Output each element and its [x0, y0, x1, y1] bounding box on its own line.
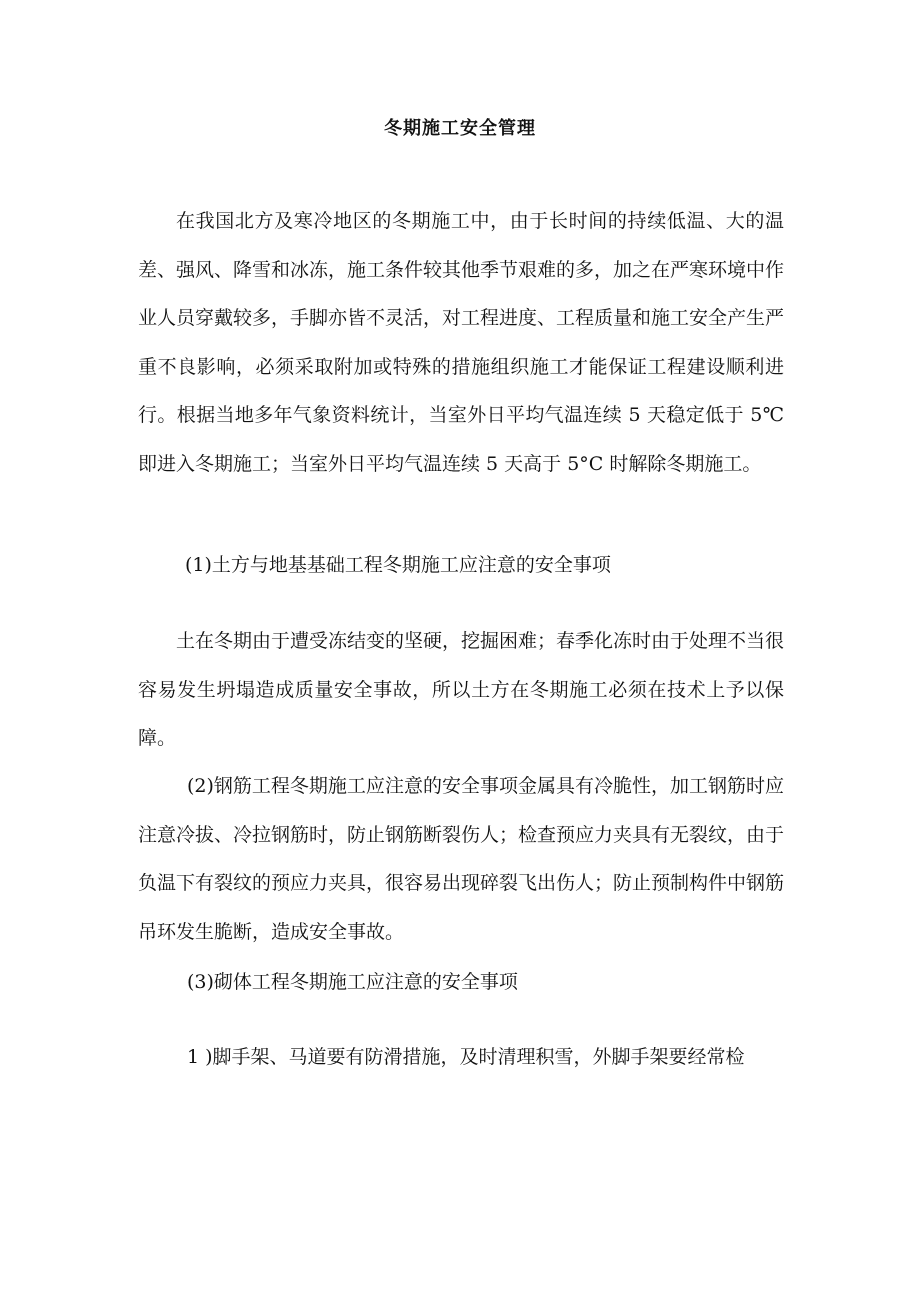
intro-paragraph: 在我国北方及寒冷地区的冬期施工中，由于长时间的持续低温、大的温差、强风、降雪和冰冻，施工条件较其他季节艰难的多，加之在严寒环境中作业人员穿戴较多，手脚亦皆不灵活，对工程进度、工程质量和施工安全产生严重不良影响，必须采取附加或特殊的措施组织施工才能保证工程建设顺利进行。根据当地多年气象资料统计，当室外日平均气温连续 5 天稳定低于 5℃即进入冬期施工；当室外日平均气温连续 5 天高于 5°C 时解除冬期施工。 — [138, 210, 785, 475]
rebar-paragraph: (2)钢筋工程冬期施工应注意的安全事项金属具有冷脆性，加工钢筋时应注意冷拔、冷拉钢筋时，防止钢筋断裂伤人；检查预应力夹具有无裂纹，由于负温下有裂纹的预应力夹具，很容易出现碎裂飞出伤人；防止预制构件中钢筋吊环发生脆断，造成安全事故。 — [138, 775, 785, 943]
section-heading-earthwork: (1)土方与地基基础工程冬期施工应注意的安全事项 — [185, 554, 611, 576]
masonry-item-1: 1 )脚手架、马道要有防滑措施，及时清理积雪，外脚手架要经常检 — [187, 1046, 745, 1068]
document-title: 冬期施工安全管理 — [384, 118, 536, 139]
section-heading-masonry: (3)砌体工程冬期施工应注意的安全事项 — [187, 971, 518, 993]
earthwork-paragraph: 土在冬期由于遭受冻结变的坚硬，挖掘困难；春季化冻时由于处理不当很容易发生坍塌造成质量安全事故，所以土方在冬期施工必须在技术上予以保障。 — [138, 630, 785, 749]
